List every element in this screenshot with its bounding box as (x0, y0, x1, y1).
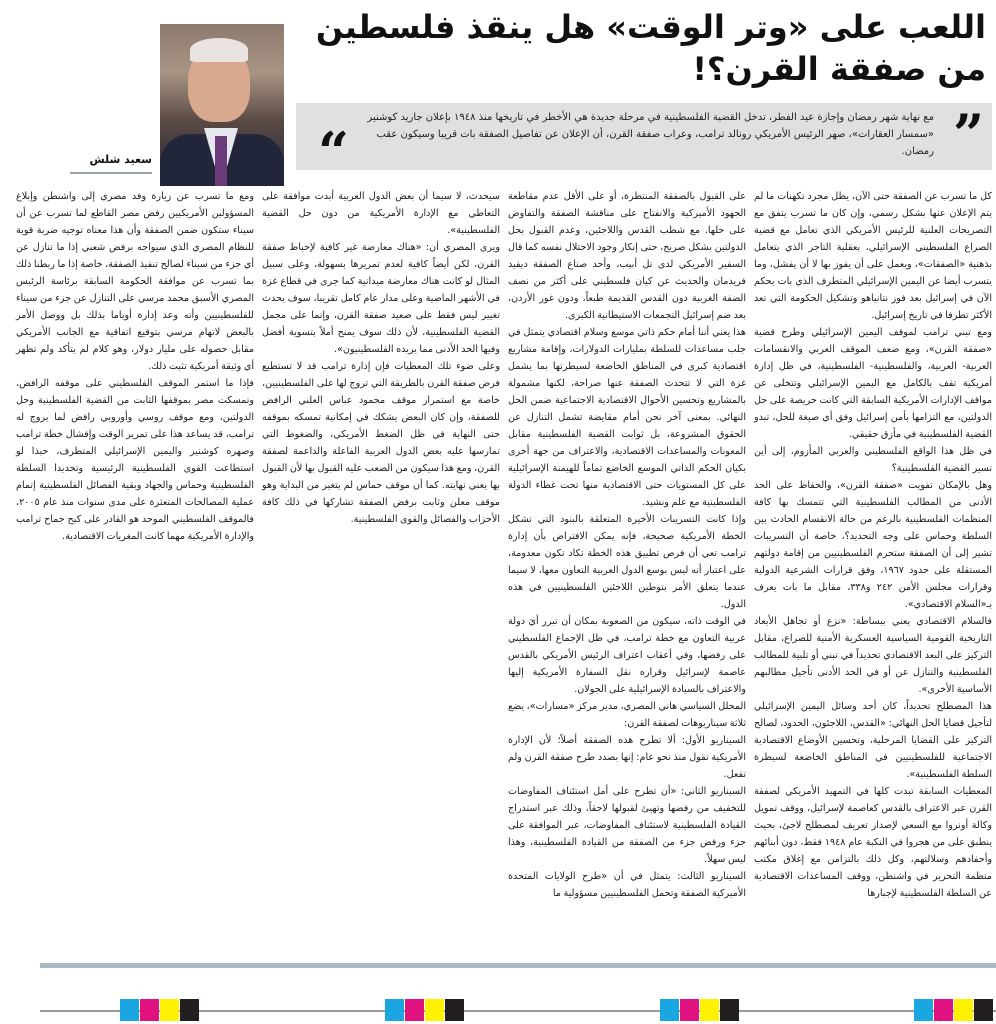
color-registration-marks (120, 999, 200, 1021)
quote-open-icon: ” (952, 102, 984, 166)
article-paragraph: السيناريو الأول: ألا تطرح هذه الصفقة أصلاً؛ لأن الإدارة الأمريكية تقول منذ نحو عام: إنها بصدد طرح صفقة القرن ولم تفعل. (508, 735, 746, 780)
yellow-swatch (160, 999, 179, 1021)
headline: اللعب على «وتر الوقت» هل ينقذ فلسطين من صفقة القرن؟! (315, 8, 986, 88)
article-paragraph: المحلل السياسي هاني المصري، مدير مركز «مسارات»، يضع ثلاثة سيناريوهات لصفقة القرن: (508, 701, 746, 729)
article-paragraph: السيناريو الثالث: يتمثل في أن «طرح الولايات المتحدة الأميركية الصفقة وتحمل الفلسطينيين مسؤولية ما (508, 871, 746, 899)
author-photo (160, 24, 284, 186)
black-swatch (180, 999, 199, 1021)
black-swatch (445, 999, 464, 1021)
intro-text: مع نهاية شهر رمضان وإجازة عيد الفطر، تدخل القضية الفلسطينية في مرحلة جديدة هي الأخطر في تاريخها منذ ١٩٤٨ بإعلان جاريد كوشنير «سمسار العقارات»، صهر الرئيس الأمريكي رونالد ترامب، وعراب صفقة القرن، أن الإعلان عن تفاصيل الصفقة بات قريبا وسيكون عقب رمضان. (367, 112, 934, 157)
magenta-swatch (140, 999, 159, 1021)
article-paragraph: كل ما تسرب عن الصفقة حتى الآن، يظل مجرد تكهنات ما لم يتم الإعلان عنها بشكل رسمي، وإن كان ما تسرب يتفق مع التصريحات العلنية للرئيس الأمريكي الذي تعامل مع قضية الصراع الفلسطيني الإسرائيلي، بعقلية التاجر الذي يتعامل بذهنية «الصفقات»، ويعمل على أن يفوز بها لا أن يفشل، وما يتسرب أيضا عن اليمين الإسرائيلي المتطرف الذي بات يحكم الآن في إسرائيل بعد فوز نتانياهو وتشكيل الحكومة التي تعد الأكثر تطرفا في تاريخ إسرائيل. (754, 191, 992, 321)
article-paragraph: وعلى ضوء تلك المعطيات فإن إدارة ترامب قد لا تستطيع فرض صفقة القرن بالطريقة التي تروج لها على الفلسطينيين، خاصة مع استمرار موقف محمود عباس العلني الرافض للصفقة، وإن كان البعض يشكك في إمكانية تمسكه بموقفه حتى النهاية في ظل الضغط الأمريكي، والضغوط التي تمارسها عليه بعض الدول العربية الفاعلة والداعمة لصفقة القرن، ومع هذا سيكون من الصعب عليه القبول بها لأن القبول بها يعني نهايته. كما أن موقف حماس لم يتغير من البداية وهو موقف معلن وثابت برفض الصفقة تشاركها في ذلك كافة الأحزاب والفصائل والقوى الفلسطينية. (262, 361, 500, 525)
quote-close-icon: “ (318, 120, 350, 184)
article-paragraph: فإذا ما استمر الموقف الفلسطيني على موقفه الرافض، وتمسكت مصر بموقفها الثابت من القضية الفلسطينية وحل الدولتين، ومع موقف روسي وأوروبي رافض لما يروج له ترامب، قد يساعد هذا على تمرير الوقت وإفشال خطة ترامب وصهره كوشنير واليمين الإسرائيلي المتطرف، حبذا لو استطاعت القوى الفلسطينية الرئيسية وتحديدا السلطة الفلسطينية وحماس والجهاد وبقية الفصائل الفلسطينية إتمام عملية المصالحات المتعثرة على مدى سنوات منذ عام ٢٠٠٥، فالموقف الفلسطيني الموحد هو القادر على كبح جماح ترامب والإدارة الأمريكية مهما كانت المغريات الاقتصادية. (16, 378, 254, 542)
article-column-3 (262, 188, 500, 528)
yellow-swatch (425, 999, 444, 1021)
cyan-swatch (660, 999, 679, 1021)
article-paragraph: على القبول بالصفقة المنتظرة، أو على الأقل عدم مقاطعة الجهود الأميركية والانفتاح على مناقشة الصفقة والتفاوض على حلها. مع شطب القدس واللاجئين، وعدم القبول بحل الدولتين بشكل صريح، حتى إنكار وجود الاحتلال نفسه كما قال السفير الأمريكي لدى تل أبيب، وأحد صناع الصفقة ديفيد فريدمان والحديث عن كيان فلسطيني على أكثر من نصف الضفة الغربية دون القدس القديمة طبعاً، ودون غور الأردن، بعد ضم إسرائيل التجمعات الاستيطانية الكبرى. (508, 191, 746, 321)
article-paragraph: هذا المصطلح تحديداً، كان أحد وسائل اليمين الإسرائيلي لتأجيل قضايا الحل النهائي: «القدس، اللاجئون، الحدود، لصالح التركيز على القضايا المرحلية، وتحسين الأوضاع الاقتصادية الاجتماعية للفلسطينيين في المناطق الخاضعة لسيطرة السلطة الفلسطينية». (754, 701, 992, 780)
article-paragraph: هذا يعني أننا أمام حكم ذاتي موسع وسلام اقتصادي يتمثل في جلب مساعدات للسلطة بمليارات الدولارات، وإقامة مشاريع اقتصادية كبرى في المناطق الخاضعة لسيطرتها بما يشمل غزة التي لا تتحدث الصفقة عنها صراحة، لكنها مشمولة بالمشاريع وتحسين الأحوال الاقتصادية الاجتماعية ضمن الحل النهائي. بمعنى آخر نحن أمام مقايضة تشمل التنازل عن الحقوق المشروعة، بل ثوابت القضية الفلسطينية مقابل المعونات والمساعدات الاقتصادية، والاعتراف من جهة أخرى بكيان الحكم الذاتي الموسع الخاضع تماماً للهيمنة الإسرائيلية على كل المستويات حتى الاقتصادية منها تحت غطاء الدولة الفلسطينية مع علم ونشيد. (508, 327, 746, 508)
article-paragraph: في الوقت ذاته، سيكون من الصعوبة بمكان أن تبرر أيَ دولة عربية التعاون مع خطة ترامب، في ظل الإجماع الفلسطيني على رفضها، وفي أعقاب اعتراف الرئيس الأمريكي بالقدس عاصمة لإسرائيل وقراره نقل السفارة الأمريكية إليها والاعتراف بالسيادة الإسرائيلية على الجولان. (508, 616, 746, 695)
article-paragraph: ومع ما تسرب عن زيارة وفد مصري إلى واشنطن وإبلاغ المسؤولين الأمريكيين رفض مصر القاطع لما تسرب عن أن سيناء ستكون ضمن الصفقة وأن هذا معناه توجيه ضربة قوية للنظام المصري الذي سيواجه برفض شعبي إذا ما تنازل عن أي جزء من سيناء لصالح تنفيذ الصفقة، خاصة إذا ما ربطنا ذلك بما تسرب عن موافقة الحكومة السابقة برئاسة الرئيس المصري الأسبق محمد مرسي على التنازل عن جزء من سيناء للفلسطينيين وأنه وعد إدارة أوباما بذلك بل ووصل الأمر بالبعض لاتهام مرسي بتوقيع اتفاقية مع الجانب الأمريكي مقابل حصوله على مليار دولار، وهو كلام لم يتأكد ولم تظهر أي وثيقة أمريكية تثبت ذلك. (16, 191, 254, 372)
article-paragraph: سيحدث، لا سيما أن بعض الدول العربية أبدت موافقة على التعاطي مع الإدارة الأمريكية من دون حل القضية الفلسطينية». (262, 191, 500, 236)
yellow-swatch (700, 999, 719, 1021)
cyan-swatch (120, 999, 139, 1021)
color-registration-marks (385, 999, 465, 1021)
cyan-swatch (914, 999, 933, 1021)
article-column-2 (508, 188, 746, 902)
article-paragraph: ويرى المصري أن: «هناك معارضة غير كافية لإحباط صفقة القرن، لكن أيضاً كافية لعدم تمريرها بسهولة، وعلى سبيل المثال لو كانت هناك معارضة ميدانية كما جرى في قطاع غزة في الأشهر الماضية وعلى مدار عام كامل تقريبا، سوف يحدث تغيير ليس فقط على صعيد صفقة القرن، وإنما على مجمل القضية الفلسطينية، لأن ذلك سوف يمنح أملاً بتسوية أفضل وفيها الحد الأدنى مما يريده الفلسطينيون». (262, 242, 500, 355)
article-paragraph: السيناريو الثاني: «أن تطرح على أمل استئناف المفاوضات للتخفيف من رفضها وتهيئ لقبولها لاحقاً، وذلك عبر استدراج القيادة الفلسطينية لاستئناف المفاوضات، عبر الموافقة على جزء ورفض جزء من الصفقة من القيادة الفلسطينية، وهذا ليس سهلاً. (508, 786, 746, 865)
color-registration-marks (914, 999, 994, 1021)
intro-box (296, 102, 992, 184)
color-registration-marks (660, 999, 740, 1021)
article-paragraph: في ظل هذا الواقع الفلسطيني والعربي المأزوم، إلى أين تسير القضية الفلسطينية؟ (754, 446, 992, 474)
article-column-4 (16, 188, 254, 545)
bottom-rule (40, 963, 996, 968)
magenta-swatch (934, 999, 953, 1021)
black-swatch (974, 999, 993, 1021)
article-paragraph: وإذا كانت التسريبات الأخيرة المتعلقة بالبنود التي تشكل الخطة الأمريكية صحيحة، فإنه يمكن الافتراض بأن إدارة ترامب تعي أن فرص تطبيق هذه الخطة تكاد تكون معدومة، على اعتبار أنه ليس بوسع الدول العربية التعاون معها، لا سيما عندما يتعلق الأمر بتوطين اللاجئين الفلسطينيين في هذه الدول. (508, 514, 746, 610)
author-name: سعيد شلش (70, 153, 152, 174)
black-swatch (720, 999, 739, 1021)
article-paragraph: ومع تبني ترامب لموقف اليمين الإسرائيلي وطرح قضية «صفقة القرن»، ومع ضعف الموقف العربي والانقسامات العربية- العربية، والفلسطينية- الفلسطينية، في ظل إدارة أمريكية تقف بالكامل مع اليمين الإسرائيلي وتتخلى عن مواقف الإدارات الأمريكية السابقة التي كانت حريصة على حل الدولتين، مع التزامها بأمن إسرائيل وفق أي صيغة للحل، تبدو القضية الفلسطينية في مأزق حقيقي. (754, 327, 992, 440)
article-paragraph: وهل بالإمكان تفويت «صفقة القرن»، والحفاظ على الحد الأدنى من المطالب الفلسطينية التي تتمسك بها كافة المنظمات الفلسطينية بالرغم من حالة الانقسام الحادث بين السلطة وحماس على وجه التحديد؟، خاصة أن التسريبات تشير إلى أن الصفقة ستحرم الفلسطينيين من إقامة دولتهم المستقلة على حدود ١٩٦٧، وفق قرارات الشرعية الدولية وقرارات مجلس الأمن ٢٤٢ و٣٣٨، مقابل ما بات يعرف بـ«السلام الاقتصادي». (754, 480, 992, 610)
yellow-swatch (954, 999, 973, 1021)
article-paragraph: فالسلام الاقتصادي يعني ببساطة: «نزع أو تجاهل الأبعاد التاريخية القومية السياسية العسكرية الأمنية للصراع، مقابل التركيز على البعد الاقتصادي تحديداً في تبني أو تلبية للمطالب الفلسطينية والتنازل عن أو في الحد الأدنى تأجيل مطالبهم الأساسية الأخرى». (754, 616, 992, 695)
magenta-swatch (680, 999, 699, 1021)
article-column-1 (754, 188, 992, 902)
article-paragraph: المعطيات السابقة تبدت كلها في التمهيد الأمريكي لصفقة القرن عبر الاعتراف بالقدس كعاصمة لإسرائيل، ووقف تمويل وكالة أونروا مع السعي لإصدار تعريف لمصطلح لاجئ، بحيث ينطبق على من هجروا في النكبة عام ١٩٤٨ فقط، دون أبنائهم وأحفادهم وسلالتهم، وكل ذلك بالتزامن مع إغلاق مكتب منظمة التحرير في واشنطن، ووقف المساعدات الاقتصادية عن السلطة الفلسطينية لإجبارها (754, 786, 993, 899)
magenta-swatch (405, 999, 424, 1021)
cyan-swatch (385, 999, 404, 1021)
